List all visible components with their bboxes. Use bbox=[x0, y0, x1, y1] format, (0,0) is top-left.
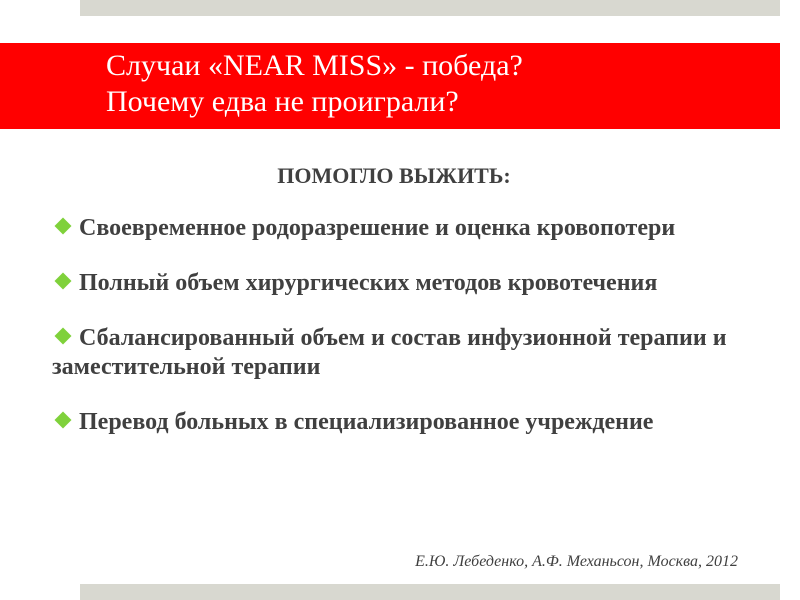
diamond-bullet-icon bbox=[55, 273, 72, 290]
slide-title bbox=[106, 48, 523, 120]
bullet-list bbox=[52, 214, 742, 463]
diamond-bullet-icon bbox=[55, 328, 72, 345]
list-item bbox=[52, 324, 742, 382]
diamond-bullet-icon bbox=[55, 412, 72, 429]
list-item bbox=[52, 269, 742, 298]
list-item bbox=[52, 214, 742, 243]
list-item-text: Перевод больных в специализированное учреждение bbox=[79, 409, 654, 435]
slide-title-line-1: Случаи «NEAR MISS» - победа? bbox=[106, 49, 523, 82]
diamond-bullet-icon bbox=[55, 218, 72, 235]
top-decor-bar bbox=[80, 0, 780, 16]
list-item-text: Своевременное родоразрешение и оценка кровопотери bbox=[79, 215, 676, 241]
slide-title-line-2: Почему едва не проиграли? bbox=[106, 85, 459, 118]
list-item bbox=[52, 408, 742, 437]
section-heading: ПОМОГЛО ВЫЖИТЬ: bbox=[277, 163, 511, 188]
citation: Е.Ю. Лебеденко, А.Ф. Механьсон, Москва, 2012 bbox=[415, 553, 738, 570]
list-item-text: Сбалансированный объем и состав инфузионной терапии и заместительной терапии bbox=[52, 325, 727, 380]
bottom-decor-bar bbox=[80, 584, 780, 600]
list-item-text: Полный объем хирургических методов кровотечения bbox=[79, 270, 658, 296]
